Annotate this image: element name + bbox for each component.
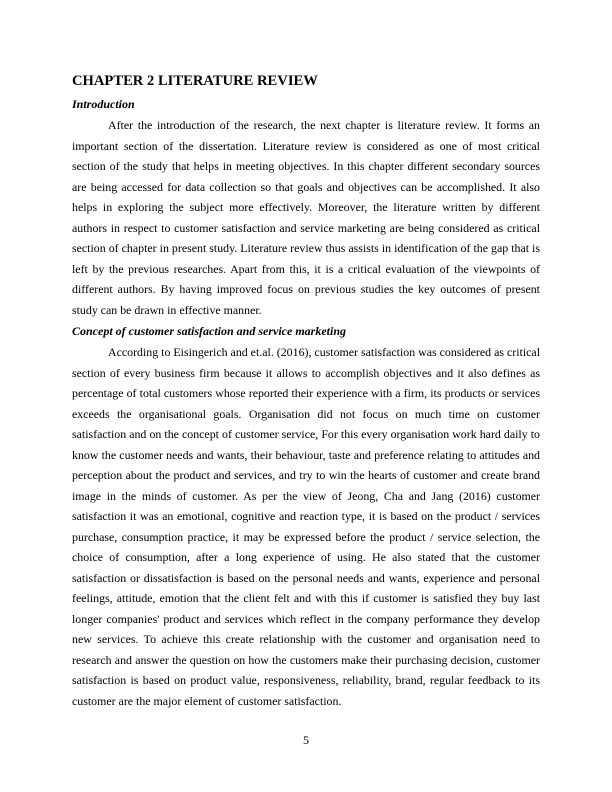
page-content xyxy=(72,72,540,711)
page-number: 5 xyxy=(303,733,309,747)
section-heading-customer-satisfaction: Concept of customer satisfaction and service marketing xyxy=(72,324,346,338)
paragraph-customer-satisfaction: According to Eisingerich and et.al. (2016), customer satisfaction was considered as critical section of every business firm because it allows to accomplish objectives and it also defines as percentage of total customers whose reported their experience with a firm, its products or services exceeds the organisational goals. Organisation did not focus on much time on customer satisfaction and on the concept of customer service, For this every organisation work hard daily to know the customer needs and wants, their behaviour, taste and preference relating to attitudes and perception about the product and services, and try to win the hearts of customer and create brand image in the minds of customer. As per the view of Jeong, Cha and Jang (2016) customer satisfaction it was an emotional, cognitive and reaction type, it is based on the product / services purchase, consumption practice, it may be expressed before the product / service selection, the choice of consumption, after a long experience of using. He also stated that the customer satisfaction or dissatisfaction is based on the personal needs and wants, experience and personal feelings, attitude, emotion that the client felt and with this if customer is satisfied they buy last longer companies' product and services which reflect in the company performance they develop new services. To achieve this create relationship with the customer and organisation need to research and answer the question on how the customers make their purchasing decision, customer satisfaction is based on product value, responsiveness, reliability, brand, regular feedback to its customer are the major element of customer satisfaction. xyxy=(72,345,540,708)
section-heading-introduction: Introduction xyxy=(72,97,135,111)
paragraph-introduction: After the introduction of the research, the next chapter is literature review. It forms an important section of the dissertation. Literature review is considered as one of most critical section of the study that helps in meeting objectives. In this chapter different secondary sources are being accessed for data collection so that goals and objectives can be accomplished. It also helps in exploring the subject more effectively. Moreover, the literature written by different authors in respect to customer satisfaction and service marketing are being considered as critical section of chapter in present study. Literature review thus assists in identification of the gap that is left by the previous researches. Apart from this, it is a critical evaluation of the viewpoints of different authors. By having improved focus on previous studies the key outcomes of present study can be drawn in effective manner. xyxy=(72,118,540,317)
chapter-title: CHAPTER 2 LITERATURE REVIEW xyxy=(72,73,318,89)
